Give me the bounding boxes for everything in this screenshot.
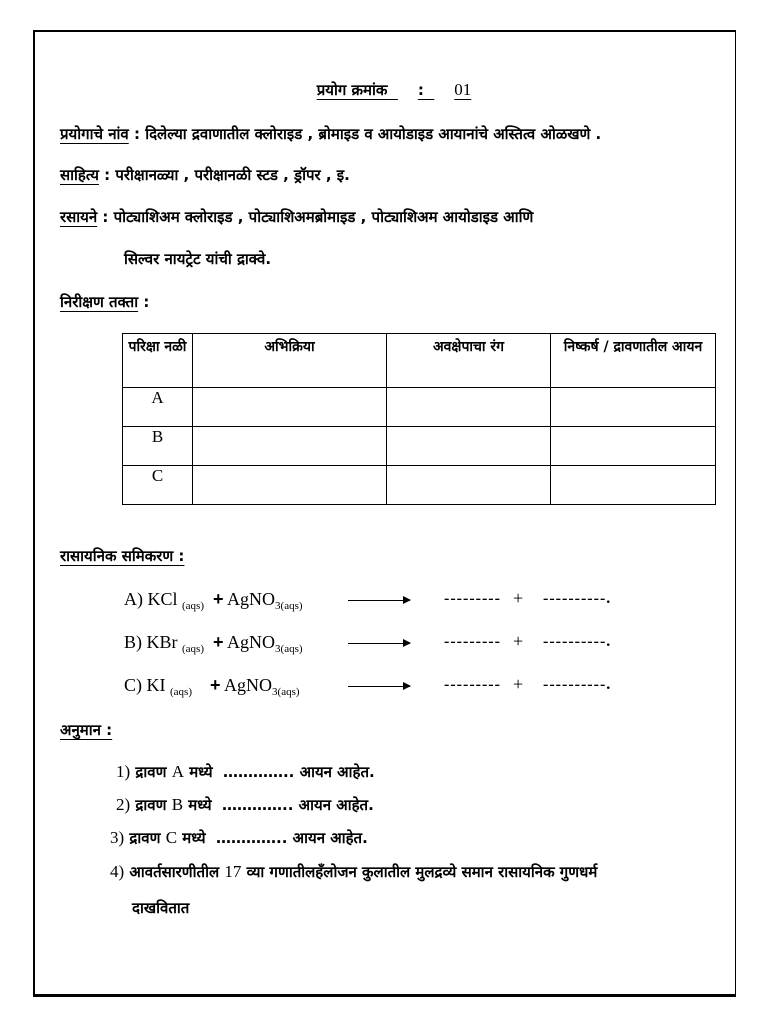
title-separator: : [417, 81, 424, 99]
title-number: 01 [454, 80, 472, 99]
experiment-name-text: : दिलेल्या द्रवाणातील क्लोराइड , ब्रोमाइड व आयोडाइड आयानांचे अस्तित्व ओळखणे . [133, 125, 602, 143]
test-tube-cell: B [123, 427, 193, 466]
test-tube-cell: A [123, 388, 193, 427]
table-header-cell: अवक्षेपाचा रंग [387, 334, 551, 388]
page-border-bottom [33, 993, 736, 997]
item-text: द्रावण [135, 796, 167, 814]
group-number: 17 [224, 862, 242, 881]
conclusion-cell[interactable] [551, 427, 716, 466]
product-blank[interactable]: --------- [444, 633, 501, 650]
item-text: मध्ये [188, 796, 212, 814]
plus-sign: + [210, 675, 221, 695]
inference-item [110, 828, 368, 848]
precipitate-color-cell[interactable] [387, 466, 551, 505]
state-label: (aqs) [182, 643, 204, 655]
item-text: द्रावण [129, 829, 161, 847]
inference-item [116, 762, 375, 782]
reaction-cell[interactable] [193, 427, 387, 466]
subscript: 3 [275, 600, 281, 612]
plus-sign: + [513, 588, 524, 608]
inference-item [110, 862, 597, 882]
reaction-arrow-icon [348, 643, 410, 644]
equation-reactant: A) KCl [124, 589, 178, 609]
answer-blank[interactable]: ………….. [216, 829, 288, 847]
apparatus-text: : परीक्षानळ्या , परीक्षानळी स्टड , ड्रॉपर , इ. [104, 166, 350, 184]
conclusion-cell[interactable] [551, 466, 716, 505]
experiment-name-label: प्रयोगाचे नांव [60, 125, 129, 143]
solution-code: C [165, 828, 178, 847]
equation-reagent: AgNO [227, 632, 276, 652]
table-row [123, 466, 716, 505]
equation-c [124, 675, 300, 698]
item-text: द्रावण [135, 763, 167, 781]
apparatus-line [60, 165, 350, 185]
apparatus-label: साहित्य [60, 166, 99, 184]
test-tube-cell: C [123, 466, 193, 505]
plus-sign: + [513, 631, 524, 651]
state-label: (aqs) [277, 686, 300, 698]
precipitate-color-cell[interactable] [387, 388, 551, 427]
item-number: 2) [116, 795, 131, 814]
inference-heading: अनुमान : [60, 721, 113, 739]
reaction-arrow-icon [348, 686, 410, 687]
item-text: आयन आहेत. [298, 796, 374, 814]
equation-a [124, 589, 303, 612]
product-blank[interactable]: ----------. [543, 590, 612, 607]
title-label: प्रयोग क्रमांक [316, 81, 388, 99]
table-header-cell: परिक्षा नळी [123, 334, 193, 388]
item-text: मध्ये [182, 829, 206, 847]
solution-code: B [171, 795, 184, 814]
state-label: (aqs) [280, 600, 303, 612]
reaction-cell[interactable] [193, 388, 387, 427]
inference-item-continuation: दाखवितात [132, 899, 190, 917]
product-blank[interactable]: --------- [444, 676, 501, 693]
product-blank[interactable]: ----------. [543, 633, 612, 650]
chemicals-line [60, 207, 533, 227]
table-header-row [123, 334, 716, 388]
observation-table-heading [60, 292, 149, 312]
observation-label: निरीक्षण तक्ता [60, 293, 139, 311]
observation-table [122, 333, 716, 505]
subscript: 3 [272, 686, 278, 698]
reaction-cell[interactable] [193, 466, 387, 505]
item-number: 4) [110, 862, 125, 881]
chemicals-line-2: सिल्वर नायट्रेट यांची द्राक्वे. [124, 250, 272, 268]
product-blank[interactable]: --------- [444, 590, 501, 607]
state-label: (aqs) [280, 643, 303, 655]
item-text: आवर्तसारणीतील [129, 863, 220, 881]
conclusion-cell[interactable] [551, 388, 716, 427]
plus-sign: + [513, 674, 524, 694]
item-number: 3) [110, 828, 125, 847]
inference-item [116, 795, 374, 815]
plus-sign: + [213, 632, 224, 652]
solution-code: A [171, 762, 184, 781]
state-label: (aqs) [170, 686, 192, 698]
plus-sign: + [213, 589, 224, 609]
table-header-cell: निष्कर्ष / द्रावणातील आयन [551, 334, 716, 388]
table-row [123, 427, 716, 466]
product-blank[interactable]: ----------. [543, 676, 612, 693]
equation-reactant: C) KI [124, 675, 166, 695]
item-text: व्या गणातीलहँलोजन कुलातील मुलद्रव्ये समान रासायनिक गुणधर्म [246, 863, 598, 881]
item-text: मध्ये [189, 763, 213, 781]
chemical-equations-heading: रासायनिक समिकरण : [60, 547, 185, 565]
answer-blank[interactable]: ………….. [222, 763, 295, 781]
equation-reactant: B) KBr [124, 632, 178, 652]
item-text: आयन आहेत. [299, 763, 375, 781]
subscript: 3 [275, 643, 281, 655]
chemicals-text: : पोट्याशिअम क्लोराइड , पोट्याशिअमब्रोमाइड , पोट्याशिअम आयोडाइड आणि [102, 208, 534, 226]
state-label: (aqs) [182, 600, 204, 612]
chemicals-label: रसायने [60, 208, 98, 226]
item-text: आयन आहेत. [292, 829, 368, 847]
item-number: 1) [116, 762, 131, 781]
answer-blank[interactable]: ………….. [222, 796, 294, 814]
experiment-name-line [60, 124, 601, 144]
reaction-arrow-icon [348, 600, 410, 601]
experiment-number-title [0, 80, 768, 100]
equation-reagent: AgNO [227, 589, 276, 609]
equation-reagent: AgNO [224, 675, 273, 695]
equation-b [124, 632, 303, 655]
table-header-cell: अभिक्रिया [193, 334, 387, 388]
observation-colon: : [143, 293, 150, 311]
precipitate-color-cell[interactable] [387, 427, 551, 466]
table-row [123, 388, 716, 427]
